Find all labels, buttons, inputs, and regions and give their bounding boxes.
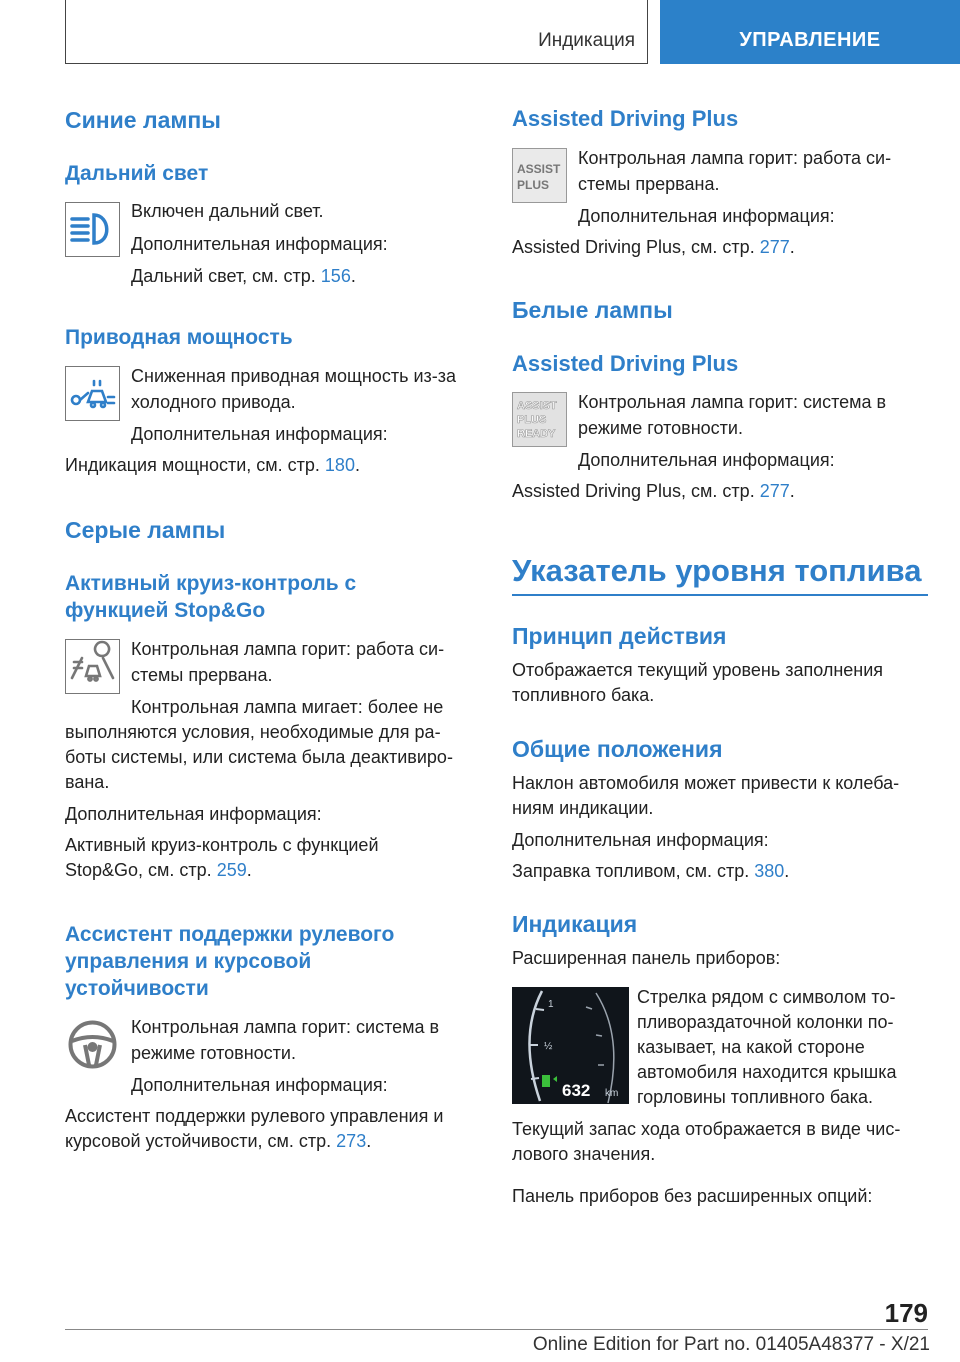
instrument-cluster-image [512,987,629,1104]
principle-text-a: Отображается текущий уровень заполнения [512,660,884,680]
drive-power-ref: Индикация мощности, см. стр. 180. [65,455,360,475]
cluster-range-value: 632 [562,1081,591,1100]
page-number: 179 [884,1298,928,1328]
steer-title-b: управления и курсовой [65,950,312,973]
acc-ref-b: Stop&Go, см. стр. 259. [65,860,252,880]
acc-text-1a: Контрольная лампа горит: работа си- [131,639,445,659]
principle-text-b: топливного бака. [512,685,655,705]
high-beam-text-2: Дополнительная информация: [131,234,388,254]
header-tab[interactable]: УПРАВЛЕНИЕ [660,0,960,64]
acc-text-2a: Контрольная лампа мигает: более не [131,697,444,717]
footer-edition: Online Edition for Part no. 01405A48377 - X/21 [532,1334,930,1355]
drive-power-title: Приводная мощность [65,326,293,349]
display-caption-e: горловины топливного бака. [637,1087,874,1107]
acc-page-link[interactable]: 259 [216,860,247,880]
white-lamps-title: Белые лампы [512,297,673,323]
high-beam-icon [65,202,120,257]
steer-text-2: Дополнительная информация: [131,1075,388,1095]
adp2-page-link[interactable]: 277 [759,481,790,501]
steer-text-1a: Контрольная лампа горит: система в [131,1017,440,1037]
display-title: Индикация [512,911,638,937]
display-text-3: Панель приборов без расширенных опций: [512,1186,873,1206]
general-ref: Заправка топливом, см. стр. 380. [512,861,790,881]
high-beam-ref: Дальний свет, см. стр. 156. [131,266,356,286]
display-intro: Расширенная панель приборов: [512,948,781,968]
high-beam-text-1: Включен дальний свет. [131,201,324,221]
cluster-tick-half: ½ [544,1041,553,1052]
steer-page-link[interactable]: 273 [336,1131,367,1151]
steer-ref-a: Ассистент поддержки рулевого управления и [65,1106,444,1126]
general-title: Общие положения [512,736,723,762]
drive-power-ref-text: Индикация мощности, см. стр. [65,455,325,475]
acc-title-a: Активный круиз-контроль с [65,572,357,595]
steer-title-a: Ассистент поддержки рулевого [65,923,395,946]
steer-title-c: устойчивости [65,977,209,1000]
general-text-2: Дополнительная информация: [512,830,769,850]
steer-text-1b: режиме готовности. [131,1043,296,1063]
high-beam-ref-text: Дальний свет, см. стр. [131,266,321,286]
acc-title-b: функцией Stop&Go [65,599,266,622]
acc-text-2d: вана. [65,772,110,792]
general-text-b: ниям индикации. [512,798,654,818]
adp1-ref-text: Assisted Driving Plus, см. стр. [512,237,760,257]
display-caption-a: Стрелка рядом с символом то- [637,987,896,1007]
steering-wheel-icon [65,1017,120,1072]
general-ref-text: Заправка топливом, см. стр. [512,861,755,881]
high-beam-page-link[interactable]: 156 [320,266,351,286]
fuel-gauge-title: Указатель уровня топлива [512,553,922,588]
assist-plus-icon-line-2: PLUS [517,178,550,192]
assist-plus-icon [512,148,567,203]
drive-power-text-2: Дополнительная информация: [131,424,388,444]
acc-icon [65,639,120,694]
assist-plus-ready-icon-line-2: PLUS [517,414,547,426]
adp2-text-1a: Контрольная лампа горит: система в [578,392,887,412]
adp2-ref: Assisted Driving Plus, см. стр. 277. [512,481,795,501]
adp1-text-2: Дополнительная информация: [578,206,835,226]
display-text-a: Текущий запас хода отображается в виде чис- [512,1119,901,1139]
adp1-text-1b: стемы прервана. [578,174,720,194]
adp2-ref-text: Assisted Driving Plus, см. стр. [512,481,760,501]
adp1-page-link[interactable]: 277 [759,237,790,257]
adp2-text-1b: режиме готовности. [578,418,743,438]
display-text-b: лового значения. [512,1144,656,1164]
drive-power-page-link[interactable]: 180 [324,455,355,475]
acc-text-2b: выполняются условия, необходимые для ра- [65,722,441,742]
display-caption-d: автомобиля находится крышка [637,1062,897,1082]
drive-power-text-1a: Сниженная приводная мощность из-за [131,366,457,386]
fuel-title-rule [512,594,928,596]
footer-rule [65,1329,928,1330]
acc-text-2c: боты системы, или система была деактивиро- [65,747,453,767]
blue-lamps-title: Синие лампы [65,107,221,133]
cluster-range-unit: km [605,1088,619,1099]
steer-ref-b-text: курсовой устойчивости, см. стр. [65,1131,337,1151]
acc-text-1b: стемы прервана. [131,665,273,685]
acc-ref-b-text: Stop&Go, см. стр. [65,860,217,880]
steer-ref-b: курсовой устойчивости, см. стр. 273. [65,1131,372,1151]
high-beam-title: Дальний свет [65,162,209,185]
display-caption-c: казывает, на какой стороне [637,1037,865,1057]
acc-ref-a: Активный круиз-контроль с функцией [65,835,379,855]
header-section: Индикация [538,30,635,51]
assist-plus-ready-icon [512,392,567,447]
general-text-a: Наклон автомобиля может привести к колеба- [512,773,900,793]
display-caption-b: пливораздаточной колонки по- [637,1012,894,1032]
grey-lamps-title: Серые лампы [65,517,226,543]
adp2-text-2: Дополнительная информация: [578,450,835,470]
general-page-link[interactable]: 380 [754,861,785,881]
adp1-title: Assisted Driving Plus [512,106,739,131]
adp2-title: Assisted Driving Plus [512,351,739,376]
drive-power-text-1b: холодного привода. [131,392,296,412]
adp1-ref: Assisted Driving Plus, см. стр. 277. [512,237,795,257]
acc-text-3: Дополнительная информация: [65,804,322,824]
assist-plus-ready-icon-line-3: READY [517,428,556,440]
cluster-tick-full: 1 [548,999,554,1010]
principle-title: Принцип действия [512,623,727,649]
assist-plus-icon-line-1: ASSIST [517,162,561,176]
assist-plus-ready-icon-line-1: ASSIST [517,400,557,412]
drive-power-icon [65,366,120,421]
adp1-text-1a: Контрольная лампа горит: работа си- [578,148,892,168]
